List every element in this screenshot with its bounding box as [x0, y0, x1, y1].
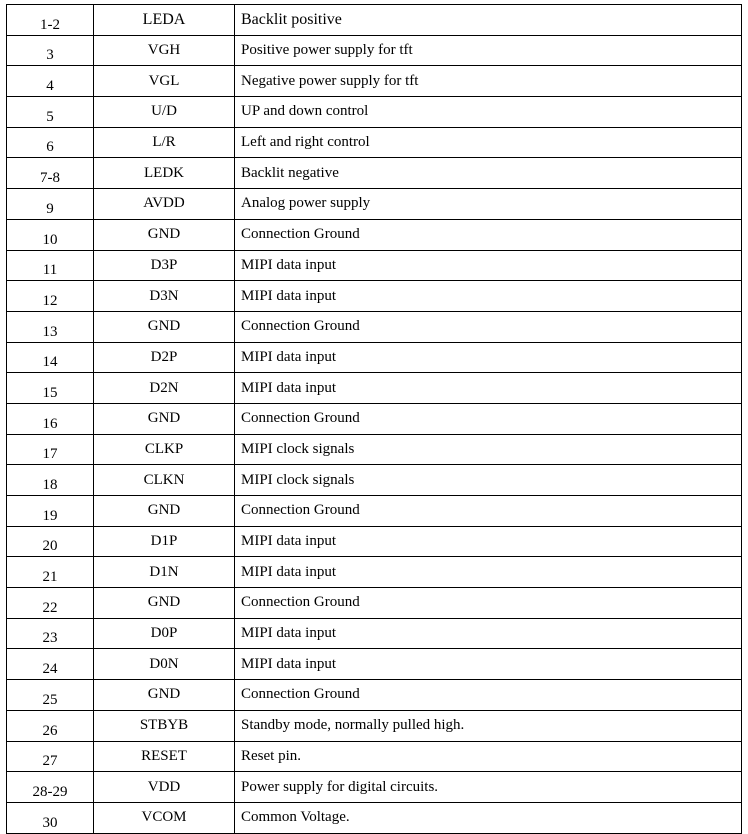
pin-symbol-cell: RESET [94, 741, 235, 772]
pin-description-cell: Backlit positive [235, 5, 742, 36]
pin-number-cell: 28-29 [7, 772, 94, 803]
pin-description-cell: MIPI data input [235, 373, 742, 404]
pin-symbol-cell: D1N [94, 557, 235, 588]
pin-symbol-cell: L/R [94, 127, 235, 158]
table-row [7, 557, 742, 588]
pin-symbol-cell: U/D [94, 97, 235, 128]
pin-description-cell: Connection Ground [235, 680, 742, 711]
pin-symbol-cell: GND [94, 680, 235, 711]
pin-symbol-cell: D1P [94, 526, 235, 557]
table-row [7, 772, 742, 803]
pin-number-cell: 27 [7, 741, 94, 772]
pin-symbol-cell: D3P [94, 250, 235, 281]
table-row [7, 97, 742, 128]
pin-number-cell: 12 [7, 281, 94, 312]
table-row [7, 434, 742, 465]
pin-number-cell: 10 [7, 219, 94, 250]
pin-table-body [7, 5, 742, 834]
pin-description-cell: Left and right control [235, 127, 742, 158]
pin-description-cell: Connection Ground [235, 403, 742, 434]
table-row [7, 802, 742, 833]
pin-symbol-cell: GND [94, 588, 235, 619]
pin-symbol-cell: D2P [94, 342, 235, 373]
pin-number-cell: 25 [7, 680, 94, 711]
table-row [7, 465, 742, 496]
pin-number-cell: 4 [7, 66, 94, 97]
pin-symbol-cell: GND [94, 496, 235, 527]
pin-symbol-cell: D2N [94, 373, 235, 404]
pin-symbol-cell: LEDA [94, 5, 235, 36]
pin-number-cell: 21 [7, 557, 94, 588]
pin-symbol-cell: D3N [94, 281, 235, 312]
pin-description-cell: Connection Ground [235, 588, 742, 619]
pin-description-cell: Reset pin. [235, 741, 742, 772]
pin-number-cell: 1-2 [7, 5, 94, 36]
table-row [7, 680, 742, 711]
pin-description-cell: Common Voltage. [235, 802, 742, 833]
pin-symbol-cell: D0P [94, 618, 235, 649]
table-row [7, 219, 742, 250]
pin-number-cell: 14 [7, 342, 94, 373]
pin-description-cell: Power supply for digital circuits. [235, 772, 742, 803]
pin-number-cell: 9 [7, 189, 94, 220]
table-row [7, 403, 742, 434]
pin-description-cell: Analog power supply [235, 189, 742, 220]
table-row [7, 189, 742, 220]
pin-description-cell: UP and down control [235, 97, 742, 128]
table-row [7, 342, 742, 373]
pin-number-cell: 16 [7, 403, 94, 434]
pin-description-cell: MIPI data input [235, 250, 742, 281]
pin-symbol-cell: LEDK [94, 158, 235, 189]
table-row [7, 158, 742, 189]
pin-description-cell: MIPI data input [235, 618, 742, 649]
pin-description-cell: Standby mode, normally pulled high. [235, 710, 742, 741]
pin-symbol-cell: GND [94, 403, 235, 434]
table-row [7, 373, 742, 404]
table-row [7, 526, 742, 557]
table-row [7, 588, 742, 619]
pin-description-cell: MIPI data input [235, 649, 742, 680]
pin-symbol-cell: STBYB [94, 710, 235, 741]
pin-symbol-cell: CLKP [94, 434, 235, 465]
pin-description-cell: MIPI clock signals [235, 465, 742, 496]
pin-description-cell: Connection Ground [235, 219, 742, 250]
table-row [7, 311, 742, 342]
table-row [7, 5, 742, 36]
pin-number-cell: 20 [7, 526, 94, 557]
pin-description-cell: Connection Ground [235, 496, 742, 527]
table-row [7, 281, 742, 312]
table-row [7, 710, 742, 741]
pin-number-cell: 22 [7, 588, 94, 619]
pin-description-cell: Negative power supply for tft [235, 66, 742, 97]
pin-number-cell: 19 [7, 496, 94, 527]
table-row [7, 35, 742, 66]
pin-symbol-cell: VCOM [94, 802, 235, 833]
pin-number-cell: 23 [7, 618, 94, 649]
pin-number-cell: 18 [7, 465, 94, 496]
pin-description-cell: Connection Ground [235, 311, 742, 342]
pin-description-cell: MIPI data input [235, 526, 742, 557]
pin-symbol-cell: D0N [94, 649, 235, 680]
table-row [7, 618, 742, 649]
pin-number-cell: 3 [7, 35, 94, 66]
pin-symbol-cell: GND [94, 311, 235, 342]
pin-number-cell: 15 [7, 373, 94, 404]
table-row [7, 496, 742, 527]
pin-number-cell: 7-8 [7, 158, 94, 189]
pin-number-cell: 11 [7, 250, 94, 281]
pin-symbol-cell: AVDD [94, 189, 235, 220]
pin-description-cell: MIPI data input [235, 342, 742, 373]
pin-symbol-cell: VGH [94, 35, 235, 66]
pin-number-cell: 17 [7, 434, 94, 465]
pin-symbol-cell: VGL [94, 66, 235, 97]
pin-symbol-cell: GND [94, 219, 235, 250]
table-row [7, 66, 742, 97]
pin-symbol-cell: VDD [94, 772, 235, 803]
pin-number-cell: 30 [7, 802, 94, 833]
pin-description-cell: MIPI data input [235, 557, 742, 588]
pin-number-cell: 6 [7, 127, 94, 158]
table-row [7, 250, 742, 281]
table-row [7, 741, 742, 772]
pin-number-cell: 24 [7, 649, 94, 680]
pin-description-cell: Backlit negative [235, 158, 742, 189]
pin-number-cell: 26 [7, 710, 94, 741]
table-row [7, 649, 742, 680]
pin-description-cell: MIPI clock signals [235, 434, 742, 465]
pin-description-cell: MIPI data input [235, 281, 742, 312]
pin-symbol-cell: CLKN [94, 465, 235, 496]
pin-definition-table [6, 4, 742, 834]
table-row [7, 127, 742, 158]
pin-description-cell: Positive power supply for tft [235, 35, 742, 66]
pin-number-cell: 13 [7, 311, 94, 342]
pin-number-cell: 5 [7, 97, 94, 128]
